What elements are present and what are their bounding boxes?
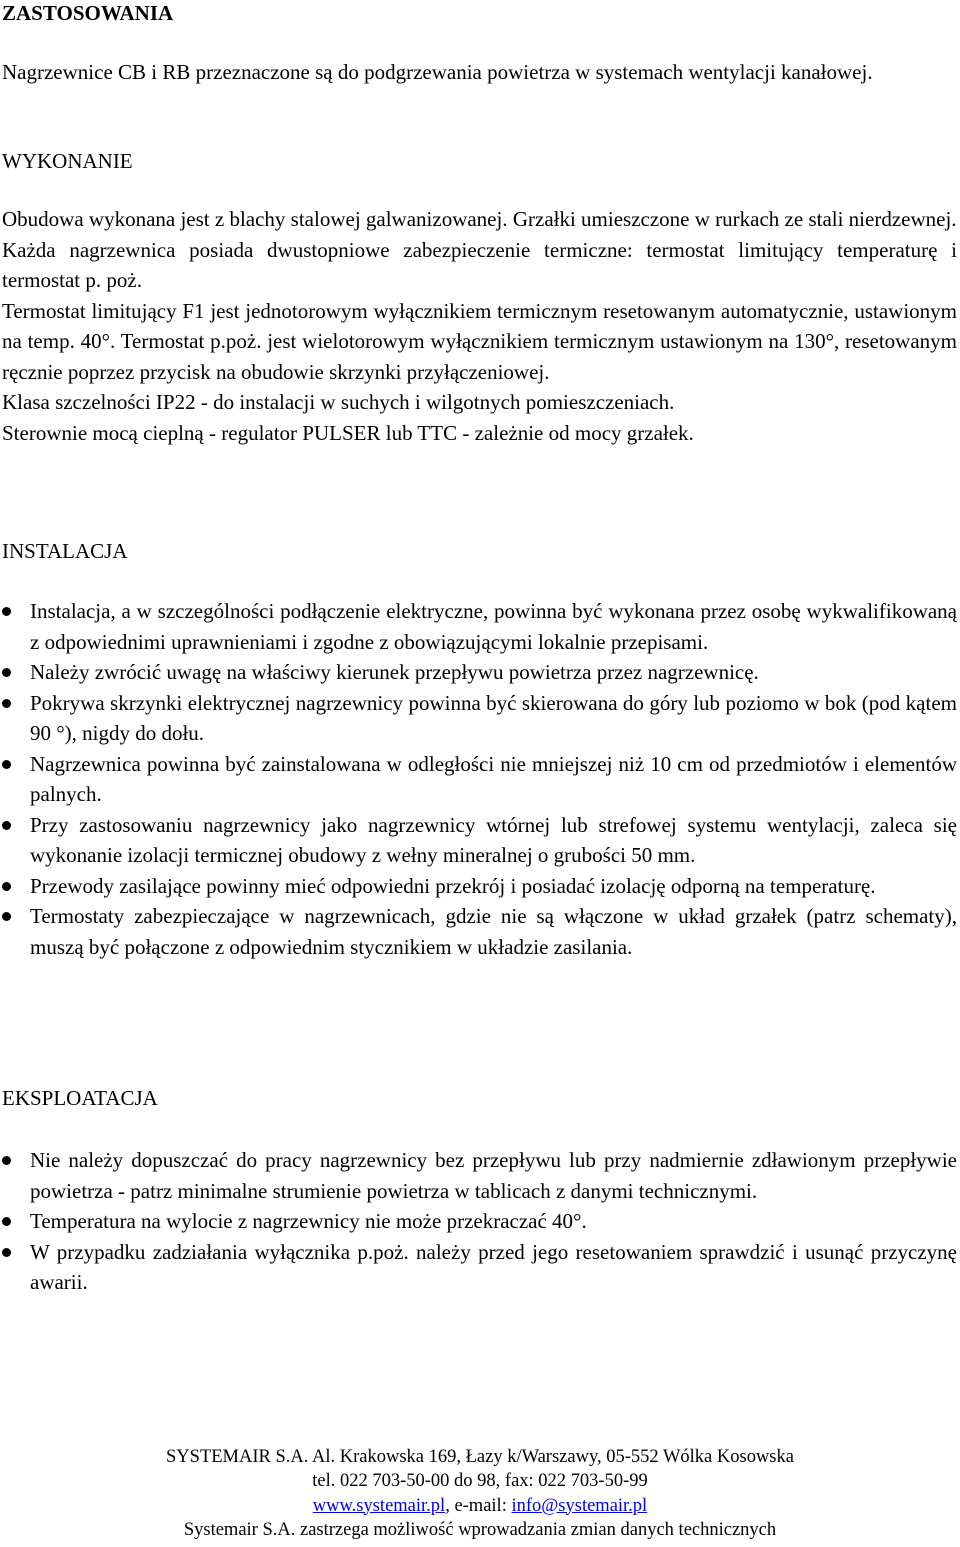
list-item	[0, 688, 957, 749]
list-item	[0, 1145, 957, 1206]
paragraph: Obudowa wykonana jest z blachy stalowej galwanizowanej. Grzałki umieszczone w rurkach ze stali nierdzewnej.	[2, 207, 957, 231]
bullet-dot-icon	[2, 1248, 11, 1257]
section-zastosowania	[2, 57, 957, 88]
list-instalacja	[0, 596, 957, 962]
list-item-text: Nagrzewnica powinna być zainstalowana w odległości nie mniejszej niż 10 cm od przedmiotów i elementów palnych.	[30, 751, 957, 806]
list-item	[0, 749, 957, 810]
heading-instalacja: INSTALACJA	[2, 539, 128, 563]
list-item-text: Przewody zasilające powinny mieć odpowiedni przekrój i posiadać izolację odporną na temperaturę.	[30, 873, 876, 898]
list-item-text: Temperatura na wylocie z nagrzewnicy nie może przekraczać 40°.	[30, 1209, 587, 1233]
section-wykonanie	[2, 204, 957, 448]
email-prefix: , e-mail:	[445, 1495, 512, 1516]
bullet-dot-icon	[2, 760, 11, 769]
heading-zastosowania: ZASTOSOWANIA	[2, 1, 174, 25]
footer-contact	[0, 1494, 960, 1518]
paragraph: Sterownie mocą cieplną - regulator PULSER lub TTC - zależnie od mocy grzałek.	[2, 420, 694, 445]
list-item-text: W przypadku zadziałania wyłącznika p.poż. należy przed jego resetowaniem sprawdzić i usunąć przyczynę awarii.	[30, 1239, 957, 1294]
list-item-text: Pokrywa skrzynki elektrycznej nagrzewnicy powinna być skierowana do góry lub poziomo w bok (pod kątem 90 °), nigdy do dołu.	[30, 690, 957, 745]
bullet-dot-icon	[2, 821, 11, 830]
paragraph: Każda nagrzewnica posiada dwustopniowe zabezpieczenie termiczne: termostat limitujący temperaturę i termostat p. poż.	[2, 237, 957, 292]
list-item	[0, 657, 957, 688]
heading-wykonanie: WYKONANIE	[2, 149, 133, 173]
heading-eksploatacja: EKSPLOATACJA	[2, 1086, 158, 1110]
list-item	[0, 1237, 957, 1298]
bullet-dot-icon	[2, 607, 11, 616]
bullet-dot-icon	[2, 699, 11, 708]
bullet-dot-icon	[2, 1156, 11, 1165]
list-item	[0, 1206, 957, 1237]
list-item-text: Nie należy dopuszczać do pracy nagrzewnicy bez przepływu lub przy nadmiernie zdławionym przepływie powietrza - patrz minimalne strumienie powietrza w tablicach z danymi technicznymi.	[30, 1148, 957, 1203]
footer-phone: tel. 022 703-50-00 do 98, fax: 022 703-50-99	[312, 1471, 648, 1492]
email-link[interactable]: info@systemair.pl	[511, 1495, 648, 1516]
list-item	[0, 871, 957, 902]
list-item-text: Przy zastosowaniu nagrzewnicy jako nagrzewnicy wtórnej lub strefowej systemu wentylacji, zaleca się wykonanie izolacji termicznej obudowy z wełny mineralnej o grubości 50 mm.	[30, 812, 957, 867]
paragraph: Nagrzewnice CB i RB przeznaczone są do podgrzewania powietrza w systemach wentylacji kanałowej.	[2, 60, 873, 84]
paragraph: Termostat limitujący F1 jest jednotorowym wyłącznikiem termicznym resetowanym automatycznie, ustawionym na temp. 40°. Termostat p.poż. jest wielotorowym wyłącznikiem termicznym ustawionym na 130°, resetowanym ręcznie poprzez przycisk na obudowie skrzynki przyłączeniowej.	[2, 298, 957, 384]
list-item	[0, 596, 957, 657]
list-eksploatacja	[0, 1145, 957, 1298]
paragraph: Klasa szczelności IP22 - do instalacji w suchych i wilgotnych pomieszczeniach.	[2, 390, 675, 414]
website-link[interactable]: www.systemair.pl	[312, 1495, 446, 1516]
bullet-dot-icon	[2, 882, 11, 891]
footer-disclaimer: Systemair S.A. zastrzega możliwość wprowadzania zmian danych technicznych	[183, 1519, 777, 1540]
footer-address: SYSTEMAIR S.A. Al. Krakowska 169, Łazy k/Warszawy, 05-552 Wólka Kosowska	[166, 1447, 794, 1467]
bullet-dot-icon	[2, 912, 11, 921]
bullet-dot-icon	[2, 1217, 11, 1226]
bullet-dot-icon	[2, 668, 11, 677]
list-item	[0, 810, 957, 871]
list-item-text: Termostaty zabezpieczające w nagrzewnicach, gdzie nie są włączone w układ grzałek (patrz schematy), muszą być połączone z odpowiednim stycznikiem w układzie zasilania.	[30, 904, 957, 959]
list-item-text: Należy zwrócić uwagę na właściwy kierunek przepływu powietrza przez nagrzewnicę.	[30, 660, 759, 684]
page-footer	[0, 1445, 960, 1542]
list-item-text: Instalacja, a w szczególności podłączenie elektryczne, powinna być wykonana przez osobę wykwalifikowaną z odpowiednimi uprawnieniami i zgodne z obowiązującymi lokalnie przepisami.	[30, 599, 957, 654]
list-item	[0, 901, 957, 962]
